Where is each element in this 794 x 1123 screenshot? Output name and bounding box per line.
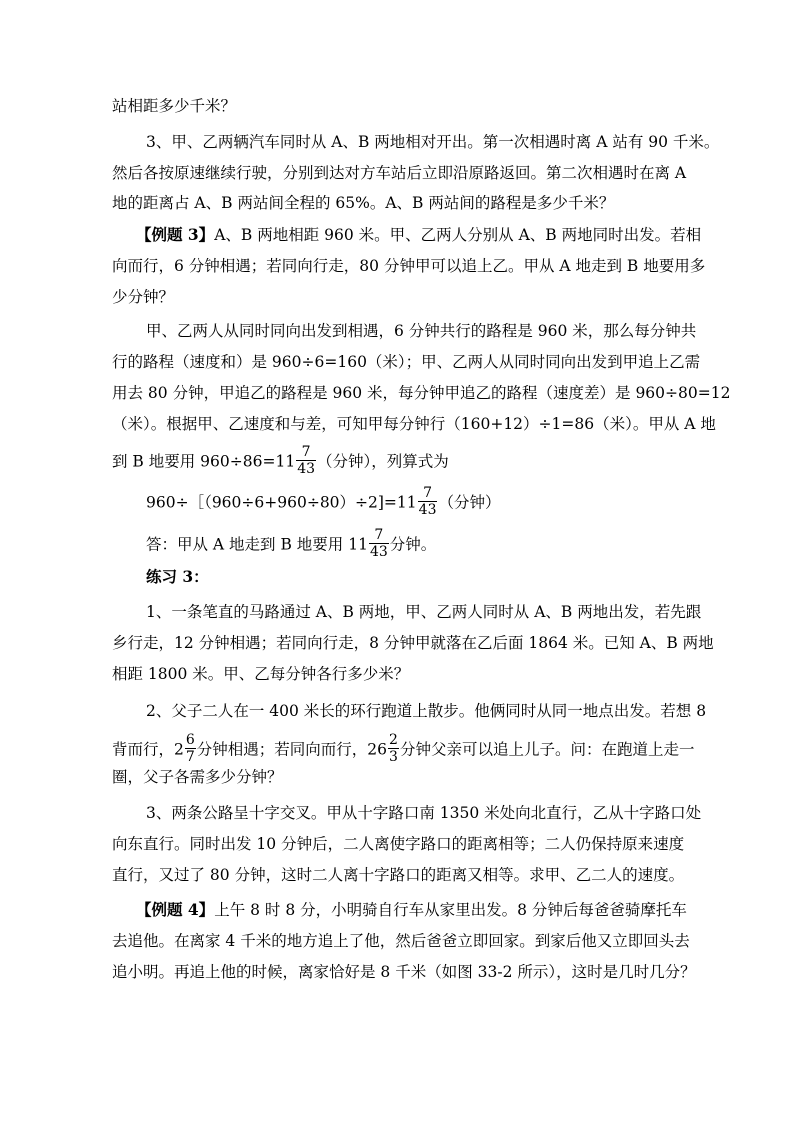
fraction-numerator: 7 — [423, 485, 433, 501]
calc-text: （分钟），列算式为 — [317, 452, 449, 471]
fraction — [418, 485, 438, 518]
text-line: 1、一条笔直的马路通过 A、B 两地，甲、乙两人同时从 A、B 两地出发，若先跟 — [146, 603, 702, 621]
fraction-denominator: 43 — [369, 544, 388, 560]
text-line: 然后各按原速继续行驶，分别到达对方车站后立即沿原路返回。第二次相遇时在离 A — [112, 164, 687, 182]
calc-text: 960÷［（960÷6+960÷80）÷2]=11 — [146, 493, 417, 512]
text-line: 圈，父子各需多少分钟？ — [112, 768, 283, 786]
text-line: 乡行走，12 分钟相遇；若同向行走，8 分钟甲就落在乙后面 1864 米。已知 A、B 两地 — [112, 634, 714, 652]
text-line: 直行，又过了 80 分钟，这时二人离十字路口的距离又相等。求甲、乙二人的速度。 — [112, 866, 685, 884]
fraction — [388, 732, 399, 765]
example-4-text: 上午 8 时 8 分，小明骑自行车从家里出发。8 分钟后每爸爸骑摩托车 — [214, 901, 687, 919]
text-line: 3、甲、乙两辆汽车同时从 A、B 两地相对开出。第一次相遇时离 A 站有 90 千米。 — [146, 133, 720, 151]
answer-line — [146, 529, 436, 562]
text-line: 向而行，6 分钟相遇；若同向行走，80 分钟甲可以追上乙。甲从 A 地走到 B 地要用多 — [112, 257, 706, 275]
text-line: 追小明。再追上他的时候，离家恰好是 8 千米（如图 33-2 所示），这时是几时几分？ — [112, 963, 696, 981]
text-segment: 分钟相遇；若同向而行，26 — [196, 740, 388, 759]
text-line: 3、两条公路呈十字交叉。甲从十字路口南 1350 米处向北直行，乙从十字路口处 — [146, 804, 702, 822]
fraction-numerator: 7 — [374, 527, 384, 543]
example-4-label: 【例题 4】 — [136, 900, 215, 919]
text-line: 行的路程（速度和）是 960÷6=160（米）；甲、乙两人从同时同向出发到甲追上乙需 — [112, 353, 701, 371]
text-line: 地的距离占 A、B 两站间全程的 65%。A、B 两站间的路程是多少千米？ — [112, 194, 615, 212]
fraction — [296, 444, 316, 477]
calc-line-2 — [146, 487, 501, 520]
text-line: 相距 1800 米。甲、乙每分钟各行多少米？ — [112, 665, 410, 683]
text-line: 向东直行。同时出发 10 分钟后，二人离使字路口的距离相等；二人仍保持原来速度 — [112, 835, 685, 853]
example-4-heading — [136, 900, 687, 920]
text-line: 甲、乙两人从同时同向出发到相遇，6 分钟共行的路程是 960 米，那么每分钟共 — [146, 322, 697, 340]
answer-text: 分钟。 — [389, 535, 437, 554]
text-segment: 背而行，2 — [112, 740, 184, 759]
calc-line-1 — [112, 446, 449, 479]
fraction — [185, 732, 196, 765]
example-3-text: A、B 两地相距 960 米。甲、乙两人分别从 A、B 两地同时出发。若相 — [214, 226, 702, 244]
example-3-label: 【例题 3】 — [136, 225, 215, 244]
text-segment: 分钟父亲可以追上儿子。问：在跑道上走一 — [399, 740, 695, 759]
practice-2-line — [112, 734, 694, 767]
text-line: 少分钟？ — [112, 288, 175, 306]
fraction-numerator: 2 — [389, 732, 398, 748]
fraction-numerator: 7 — [301, 444, 311, 460]
calc-text: （分钟） — [438, 493, 501, 512]
text-line: 用去 80 分钟，甲追乙的路程是 960 米，每分钟甲追乙的路程（速度差）是 960÷80=12 — [112, 384, 731, 402]
answer-text: 答：甲从 A 地走到 B 地要用 11 — [146, 535, 368, 554]
calc-text: 到 B 地要用 960÷86=11 — [112, 452, 296, 471]
fraction-numerator: 6 — [185, 732, 195, 748]
text-line: 站相距多少千米？ — [112, 97, 237, 115]
fraction-denominator: 43 — [297, 461, 316, 477]
fraction-denominator: 43 — [418, 502, 437, 518]
text-line: 去追他。在离家 4 千米的地方追上了他，然后爸爸立即回家。到家后他又立即回头去 — [112, 932, 690, 950]
fraction-denominator: 3 — [389, 749, 398, 765]
fraction-denominator: 7 — [185, 749, 195, 765]
text-line: （米）。根据甲、乙速度和与差，可知甲每分钟行（160+12）÷1=86（米）。甲从 A 地 — [112, 415, 716, 433]
example-3-heading — [136, 225, 701, 245]
practice-3-title: 练习 3： — [146, 567, 209, 586]
text-line: 2、父子二人在一 400 米长的环行跑道上散步。他俩同时从同一地点出发。若想 8 — [146, 702, 707, 720]
fraction — [369, 527, 389, 560]
